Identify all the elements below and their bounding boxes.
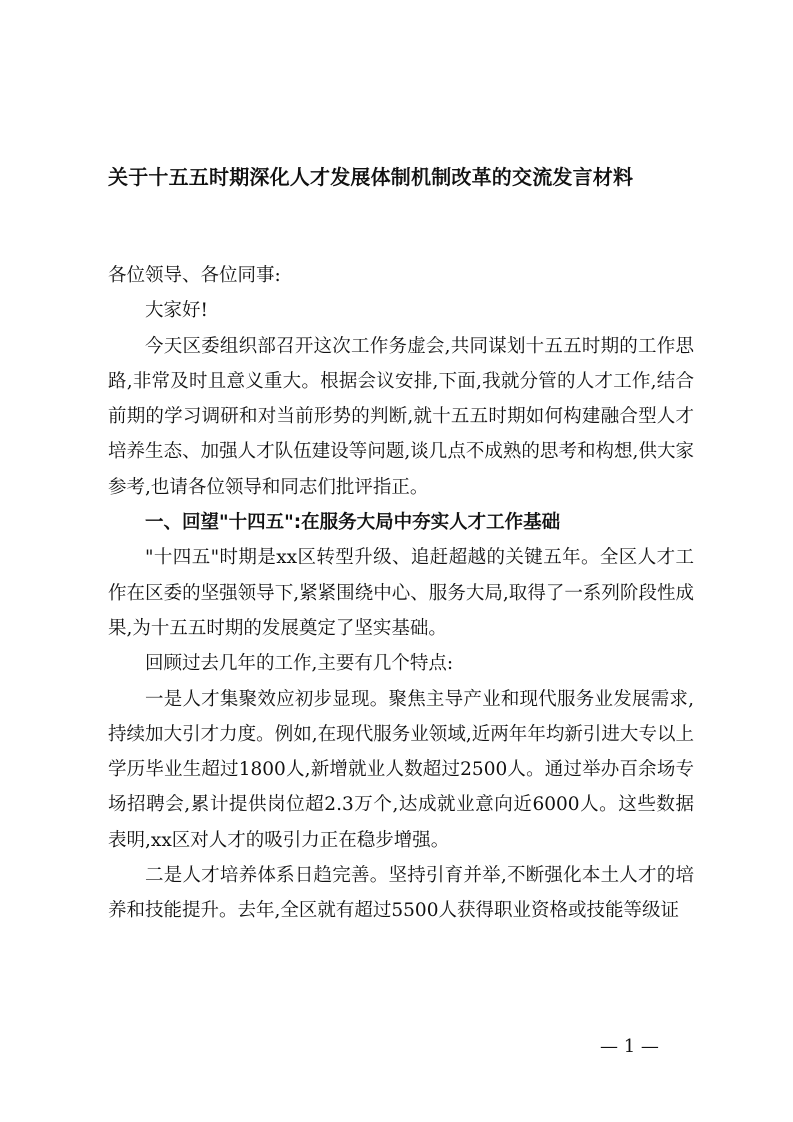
section-heading: 一、回望"十四五":在服务大局中夯实人才工作基础 bbox=[145, 512, 561, 534]
paragraph: 一是人才集聚效应初步显现。聚焦主导产业和现代服务业发展需求,持续加大引才力度。例如,在现代服务业领域,近两年年均新引进大专以上学历毕业生超过1800人,新增就业人数超过2500人。通过举办百余场专场招聘会,累计提供岗位超2.3万个,达成就业意向近6000人。这些数据表明,xx区对人才的吸引力正在稳步增强。 bbox=[108, 688, 694, 851]
document-body bbox=[108, 258, 694, 929]
greeting: 大家好! bbox=[145, 300, 208, 322]
salutation: 各位领导、各位同事: bbox=[108, 265, 281, 286]
paragraph: 回顾过去几年的工作,主要有几个特点: bbox=[145, 653, 454, 675]
page-number: — 1 — bbox=[600, 1036, 659, 1057]
intro-paragraph: 今天区委组织部召开这次工作务虚会,共同谋划十五五时期的工作思路,非常及时且意义重大。根据会议安排,下面,我就分管的人才工作,结合前期的学习调研和对当前形势的判断,就十五五时期如何构建融合型人才培养生态、加强人才队伍建设等问题,谈几点不成熟的思考和构想,供大家参考,也请各位领导和同志们批评指正。 bbox=[108, 335, 694, 498]
paragraph: "十四五"时期是xx区转型升级、追赶超越的关键五年。全区人才工作在区委的坚强领导下,紧紧围绕中心、服务大局,取得了一系列阶段性成果,为十五五时期的发展奠定了坚实基础。 bbox=[108, 547, 694, 639]
document-title: 关于十五五时期深化人才发展体制机制改革的交流发言材料 bbox=[108, 165, 634, 189]
paragraph: 二是人才培养体系日趋完善。坚持引育并举,不断强化本土人才的培养和技能提升。去年,全区就有超过5500人获得职业资格或技能等级证 bbox=[108, 865, 694, 922]
